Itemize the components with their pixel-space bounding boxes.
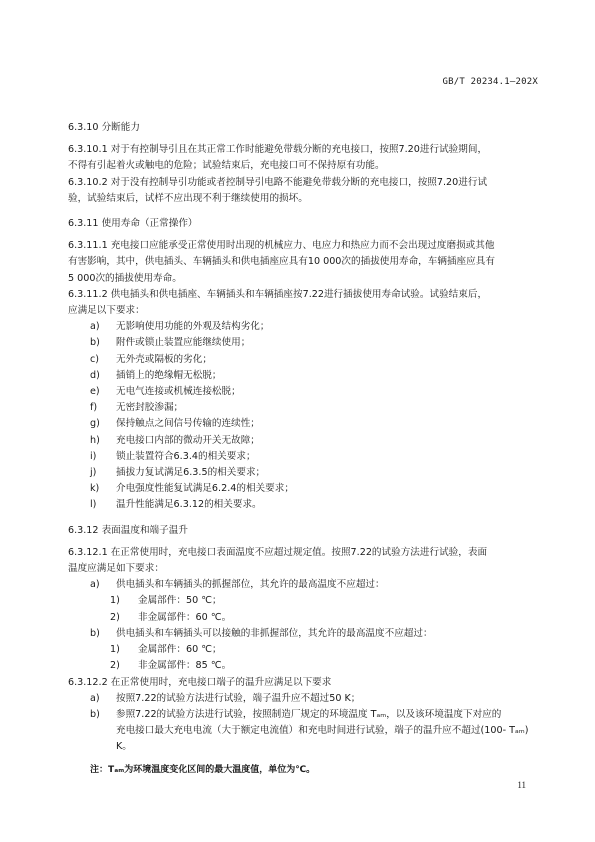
paragraph: 不得有引起着火或触电的危险；试验结束后，充电接口可不保持原有功能。 [68, 160, 385, 172]
list-item: f) 无密封胶渗漏； [90, 402, 184, 414]
list-item: l) 温升性能满足6.3.12的相关要求。 [90, 499, 262, 511]
list-item: j) 插拔力复试满足6.3.5的相关要求； [90, 467, 266, 479]
list-item: g) 保持触点之间信号传输的连续性； [90, 418, 260, 430]
paragraph: 6.3.12.1 在正常使用时，充电接口表面温度不应超过规定值。按照7.22的试验方法进行试验，表面 [68, 546, 488, 558]
list-item: i) 锁止装置符合6.3.4的相关要求； [90, 450, 256, 462]
requirements-list [68, 319, 538, 513]
clause-blocks [68, 120, 538, 319]
paragraph: 6.3.11.1 充电接口应能承受正常使用时出现的机械应力、电应力和热应力而不会出现过度磨损或其他 [68, 240, 495, 252]
paragraph: 温度应满足如下要求： [68, 563, 164, 575]
list-item: c) 无外壳或隔板的劣化； [90, 353, 212, 365]
paragraph: 验，试验结束后，试样不应出现不利于继续使用的损坏。 [68, 192, 308, 204]
list-item: b) 参照7.22的试验方法进行试验，按照制造厂规定的环境温度 Tₐₘ，以及该环境温度下对应的 [90, 708, 502, 720]
list-item: a) 供电插头和车辆插头的抓握部位，其允许的最高温度不应超过： [90, 579, 385, 591]
list-item: k) 介电强度性能复试满足6.2.4的相关要求； [90, 483, 294, 495]
sub-list-item: 1) 金属部件：50 ℃； [110, 595, 222, 607]
page-content [68, 120, 538, 778]
list-item: b) 供电插头和车辆插头可以接触的非抓握部位，其允许的最高温度不应超过： [90, 627, 433, 639]
standard-code: GB/T 20234.1—202X [442, 77, 538, 87]
paragraph: 6.3.12.2 在正常使用时，充电接口端子的温升应满足以下要求 [68, 676, 332, 688]
heading-6-3-10: 6.3.10 分断能力 [68, 122, 140, 133]
list-item: h) 充电接口内部的微动开关无故障； [90, 434, 260, 446]
sub-list-item: 1) 金属部件：60 ℃； [110, 644, 222, 656]
paragraph: 6.3.11.2 供电插头和供电插座、车辆插头和车辆插座按7.22进行插拔使用寿命试验。试验结束后， [68, 288, 488, 300]
heading-6-3-12: 6.3.12 表面温度和端子温升 [68, 524, 188, 536]
paragraph: 有害影响，其中，供电插头、车辆插头和供电插座应具有10 000次的插拔使用寿命，车辆插座应具有 [68, 256, 495, 268]
sub-list-item: 2) 非金属部件：60 ℃。 [110, 611, 232, 623]
list-item: a) 无影响使用功能的外观及结构劣化； [90, 321, 270, 333]
list-item-continuation: K。 [116, 741, 132, 753]
list-item: d) 插销上的绝缘帽无松脱； [90, 369, 222, 381]
page-number: 11 [517, 780, 526, 790]
list-item: e) 无电气连接或机械连接松脱； [90, 386, 241, 398]
note: 注：Tₐₘ为环境温度变化区间的最大温度值，单位为℃。 [90, 764, 316, 775]
list-item: a) 按照7.22的试验方法进行试验，端子温升应不超过50 K； [90, 692, 361, 704]
sub-list-item: 2) 非金属部件：85 ℃。 [110, 660, 232, 672]
list-item-continuation: 充电接口最大充电电流（大于额定电流值）和充电时间进行试验，端子的温升应不超过(100- Tₐₘ) [116, 725, 529, 737]
paragraph: 5 000次的插拔使用寿命。 [68, 272, 182, 284]
paragraph: 6.3.10.1 对于有控制导引且在其正常工作时能避免带载分断的充电接口，按照7.20进行试验期间， [68, 144, 488, 156]
paragraph: 应满足以下要求： [68, 305, 145, 317]
heading-6-3-11: 6.3.11 使用寿命（正常操作） [68, 218, 198, 230]
paragraph: 6.3.10.2 对于没有控制导引功能或者控制导引电路不能避免带载分断的充电接口，按照7.20进行试 [68, 176, 488, 188]
list-item: b) 附件或锁止装置应能继续使用； [90, 337, 251, 349]
